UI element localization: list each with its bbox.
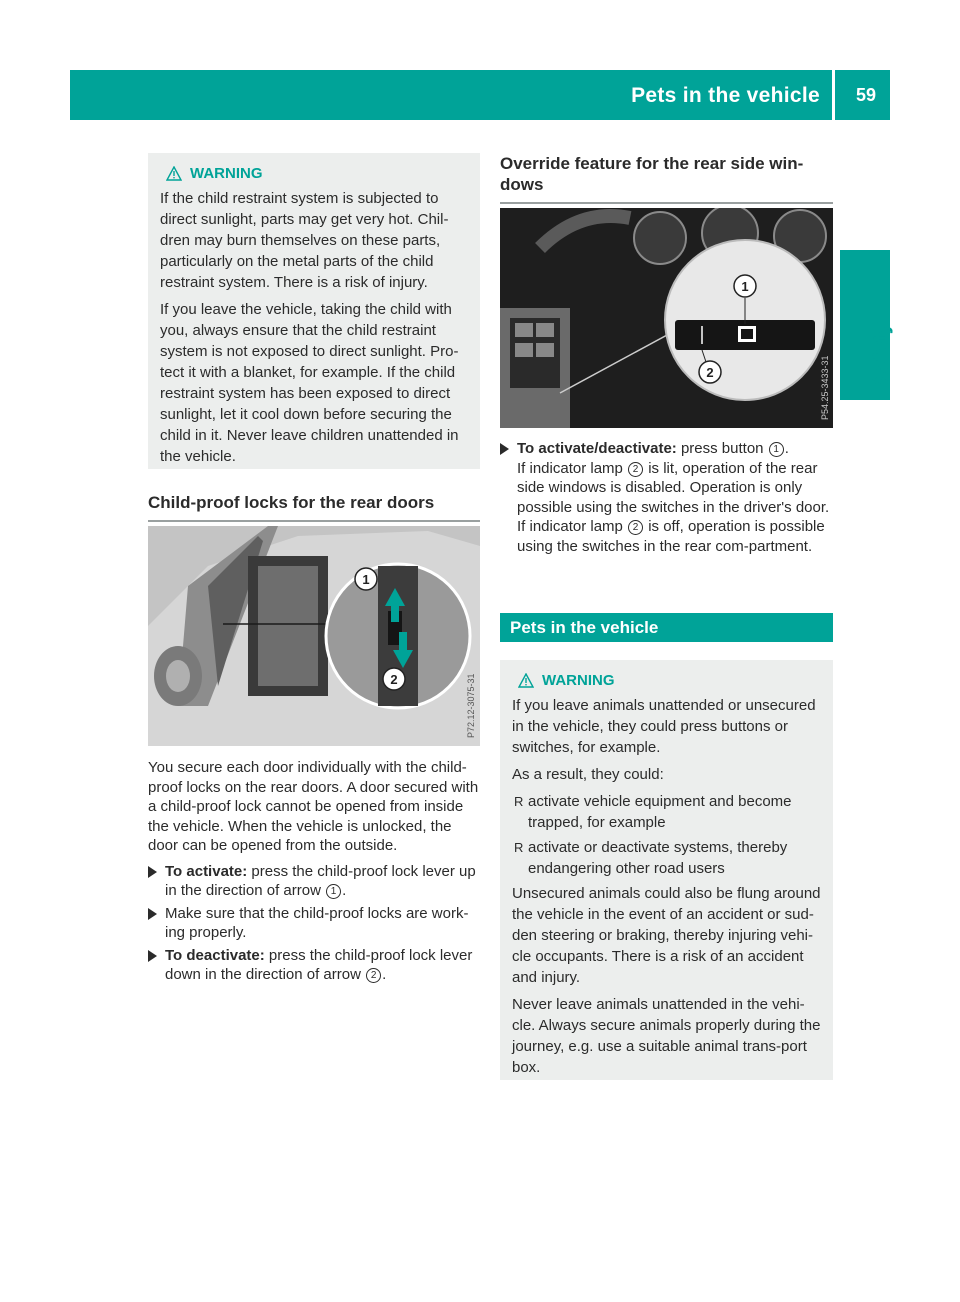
warning-label: WARNING (542, 672, 615, 689)
warning-label: WARNING (190, 165, 263, 182)
figure-code: P72.12-3075-31 (466, 673, 476, 738)
callout-1: 1 (362, 572, 370, 587)
step-label: To activate: (165, 862, 248, 880)
step-label: To deactivate: (165, 946, 265, 964)
callout-2-inline: 2 (366, 968, 381, 983)
callout-2-inline: 2 (628, 462, 643, 477)
warning-paragraph: If you leave the vehicle, taking the child with you, always ensure that the child restraint system is not exposed to direct sunlight. Pro-tect it with a blanket, for example. If the child restraint system has been exposed to direct sunlight, let it cool down before securing the child in it. Never leave children unattended in the vehicle. (160, 301, 459, 465)
step-arrow-icon (148, 950, 157, 962)
warning-heading (166, 163, 470, 184)
callout-2: 2 (706, 365, 714, 380)
step-deactivate: To deactivate: press the child-proof lock lever down in the direction of arrow 2 . (148, 946, 480, 985)
callout-2: 2 (390, 672, 398, 687)
pets-section-bar (500, 613, 833, 642)
warning-paragraph: If you leave animals unattended or unsecured in the vehicle, they could press buttons or switches, for example. (512, 697, 816, 756)
warning-box-child-seat (148, 153, 480, 469)
warning-paragraph: Never leave animals unattended in the vehi-cle. Always secure animals properly during the journey, e.g. use a suitable animal trans-port box. (512, 996, 821, 1076)
warning-box-pets (500, 660, 833, 1080)
page-number: 59 (855, 85, 876, 105)
step-arrow-icon (148, 908, 157, 920)
warning-heading (518, 670, 823, 691)
bullet-icon: R (514, 840, 524, 855)
step-toggle-override: To activate/deactivate: press button 1 . If indicator lamp 2 is lit, operation of the rear side windows is disabled. Operation is only possible using the switches in the driver's door. If indicator lamp 2 is off, operation is possible using the switches in the rear com-partment. (500, 439, 833, 556)
step-label: To activate/deactivate: (517, 440, 677, 457)
override-heading: Override feature for the rear side win-dows (500, 153, 833, 204)
warning-triangle-icon (518, 673, 534, 688)
child-locks-body (148, 758, 480, 988)
override-illustration (500, 208, 833, 428)
child-locks-heading: Child-proof locks for the rear doors (148, 492, 480, 522)
override-body (500, 439, 833, 559)
warning-triangle-icon (166, 166, 182, 181)
pets-section-title: Pets in the vehicle (510, 618, 659, 637)
callout-1-inline: 1 (326, 884, 341, 899)
callout-1: 1 (741, 279, 749, 294)
step-arrow-icon (148, 866, 157, 878)
step-check: Make sure that the child-proof locks are work-ing properly. (148, 904, 480, 943)
header-divider (832, 70, 835, 120)
step-activate: To activate: press the child-proof lock lever up in the direction of arrow 1 . (148, 862, 480, 901)
child-lock-figure (148, 526, 480, 746)
figure-code: P54.25-3433-31 (820, 355, 830, 420)
override-figure (500, 208, 833, 428)
callout-1-inline: 1 (769, 442, 784, 457)
child-lock-illustration (148, 526, 480, 746)
list-item: R activate or deactivate systems, thereby endangering other road users (514, 839, 788, 877)
side-tab-label: Safety (868, 321, 893, 388)
warning-paragraph: If the child restraint system is subjected to direct sunlight, parts may get very hot. Chil-dren may burn themselves on these parts, particularly on the metal parts of the child restraint system. There is a risk of injury. (160, 190, 449, 291)
page-header (70, 70, 890, 120)
step-arrow-icon (500, 443, 509, 455)
list-item: R activate vehicle equipment and become trapped, for example (514, 793, 792, 831)
callout-2-inline: 2 (628, 520, 643, 535)
header-title: Pets in the vehicle (631, 84, 820, 107)
child-locks-intro: You secure each door individually with the child-proof locks on the rear doors. A door secured with a child-proof lock cannot be opened from inside the vehicle. When the vehicle is unlocked, the door can be opened from the outside. (148, 759, 479, 854)
warning-paragraph: As a result, they could: (512, 766, 664, 783)
warning-paragraph: Unsecured animals could also be flung around the vehicle in the event of an accident or sud-den steering or braking, thereby injuring vehi-cle occupants. There is a risk of an accident and injury. (512, 885, 821, 986)
bullet-icon: R (514, 794, 524, 809)
